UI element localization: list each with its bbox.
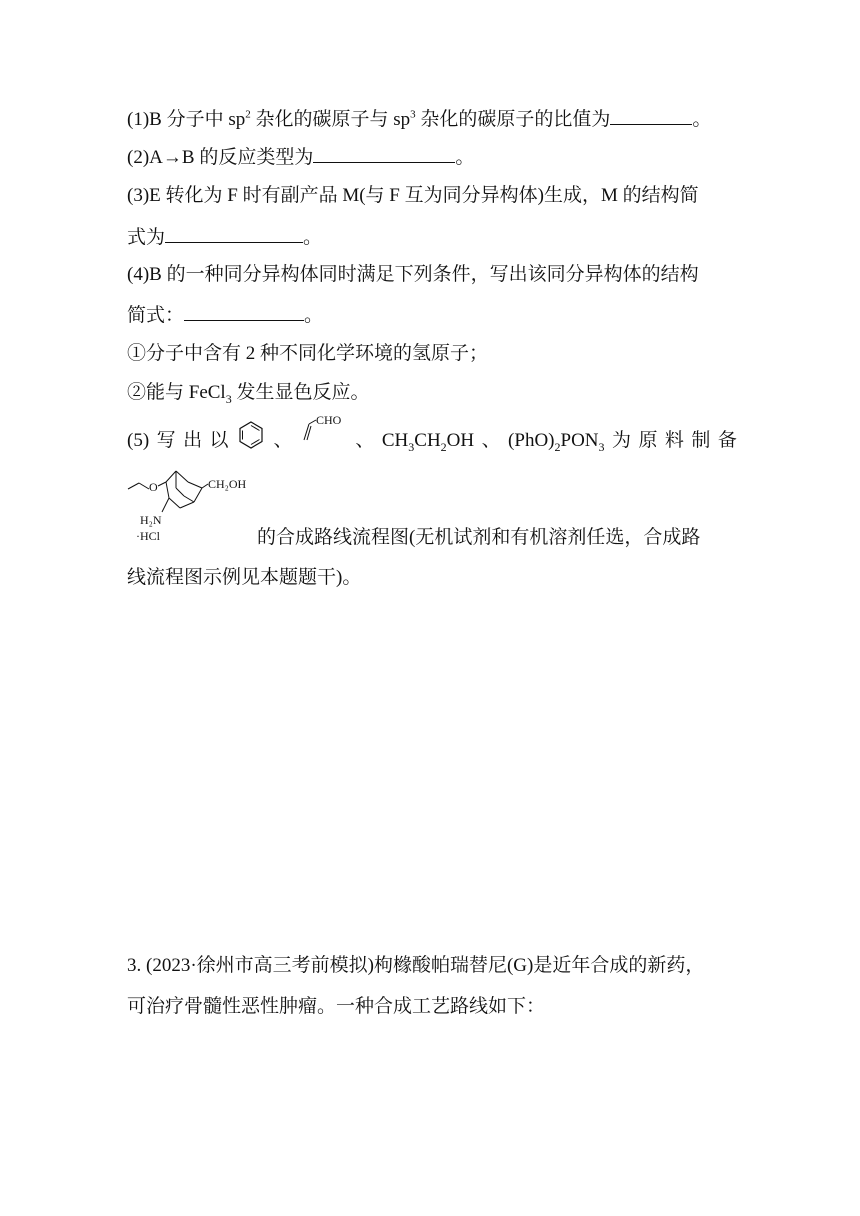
q4-cond1: ①分子中含有 2 种不同化学环境的氢原子； (127, 343, 489, 364)
q5-word-8: 制 (691, 430, 711, 451)
question-1 (127, 106, 737, 133)
question-2 (127, 144, 737, 171)
q2-prefix: (2)A (127, 147, 163, 168)
q1-sup-2: 2 (245, 108, 251, 121)
svg-text:O: O (149, 480, 158, 494)
p3-line1: 3. (2023·徐州市高三考前模拟)枸橼酸帕瑞替尼(G)是近年合成的新药， (127, 955, 705, 976)
q4-cond2-suffix: 发生显色反应。 (231, 382, 370, 403)
q5-word-4: 以 (209, 430, 229, 451)
q1-sup-3: 3 (410, 108, 416, 121)
reaction-arrow: → (162, 147, 182, 168)
acrolein-cho-label: CHO (315, 416, 342, 427)
q1-end: 。 (692, 109, 712, 130)
p3-line2: 可治疗骨髓性恶性肿瘤。一种合成工艺路线如下： (127, 996, 546, 1017)
q4-end: 。 (304, 305, 324, 326)
problem-3-line-1 (127, 953, 737, 979)
q5-word-num: (5) (127, 430, 150, 451)
q5-line3: 的合成路线流程图(无机试剂和有机溶剂任选，合成路 (257, 527, 701, 548)
q5-word-7: 料 (664, 430, 684, 451)
acrolein-structure (300, 416, 348, 454)
question-4-line-1 (127, 262, 737, 288)
q5-word-3: 出 (183, 430, 203, 451)
dppa-sub-3: 3 (598, 439, 605, 454)
answer-blank-1[interactable] (610, 106, 692, 125)
q5-word-5: 为 (611, 430, 631, 451)
q2-end: 。 (455, 147, 475, 168)
ethanol-ch2: CH (414, 430, 441, 451)
question-4-line-2 (127, 302, 737, 329)
q5-sep-3: 、 (481, 430, 501, 451)
target-hcl: ·HCl (136, 529, 160, 543)
q4-cond2-prefix: ②能与 FeCl (127, 382, 226, 403)
condition-2 (127, 380, 737, 406)
q1-mid: 杂化的碳原子与 sp (250, 109, 411, 130)
q5-line4: 线流程图示例见本题题干)。 (127, 567, 362, 588)
question-3-line-2 (127, 224, 737, 251)
target-molecule (124, 462, 259, 546)
acrolein-icon (300, 416, 348, 450)
answer-blank-4[interactable] (184, 302, 304, 321)
ethanol-formula (382, 428, 474, 454)
question-5-line-1 (127, 416, 737, 454)
q4-line1: (4)B 的一种同分异构体同时满足下列条件，写出该同分异构体的结构 (127, 264, 699, 285)
q3-line2-prefix: 式为 (127, 227, 166, 248)
q4-line2-prefix: 简式： (127, 305, 185, 326)
question-5-line-4 (127, 565, 737, 591)
q5-sep-2: 、 (355, 430, 375, 451)
target-molecule-icon (124, 462, 259, 546)
ethanol-sub-2: 2 (440, 439, 447, 454)
q1-suffix: 杂化的碳原子的比值为 (415, 109, 611, 130)
dppa-pre: (PhO) (508, 430, 555, 451)
question-5-line-3 (257, 525, 737, 551)
target-h2n: H₂N (140, 513, 162, 527)
q2-suffix: B 的反应类型为 (181, 147, 314, 168)
dppa-sub-2: 2 (554, 439, 561, 454)
benzene-structure (236, 428, 266, 454)
q5-word-9: 备 (717, 430, 737, 451)
answer-blank-2[interactable] (313, 144, 455, 163)
q3-end: 。 (303, 227, 323, 248)
q5-sep-1: 、 (273, 430, 293, 451)
condition-1 (127, 341, 737, 367)
answer-blank-3[interactable] (165, 224, 303, 243)
target-ch2oh: CH₂OH (208, 477, 247, 491)
ethanol-ch: CH (381, 430, 409, 451)
ethanol-oh: OH (446, 430, 475, 451)
q4-cond2-sub: 3 (225, 391, 232, 406)
ethanol-sub-3: 3 (408, 439, 415, 454)
q3-line1: (3)E 转化为 F 时有副产品 M(与 F 互为同分异构体)生成，M 的结构简 (127, 185, 699, 206)
benzene-icon (236, 420, 266, 450)
question-3-line-1 (127, 183, 737, 209)
problem-3-line-2 (127, 994, 737, 1020)
dppa-mid: PON (560, 430, 599, 451)
q5-word-2: 写 (156, 430, 176, 451)
dppa-formula (508, 428, 604, 454)
q5-word-6: 原 (638, 430, 658, 451)
q1-prefix: (1)B 分子中 sp (127, 109, 246, 130)
